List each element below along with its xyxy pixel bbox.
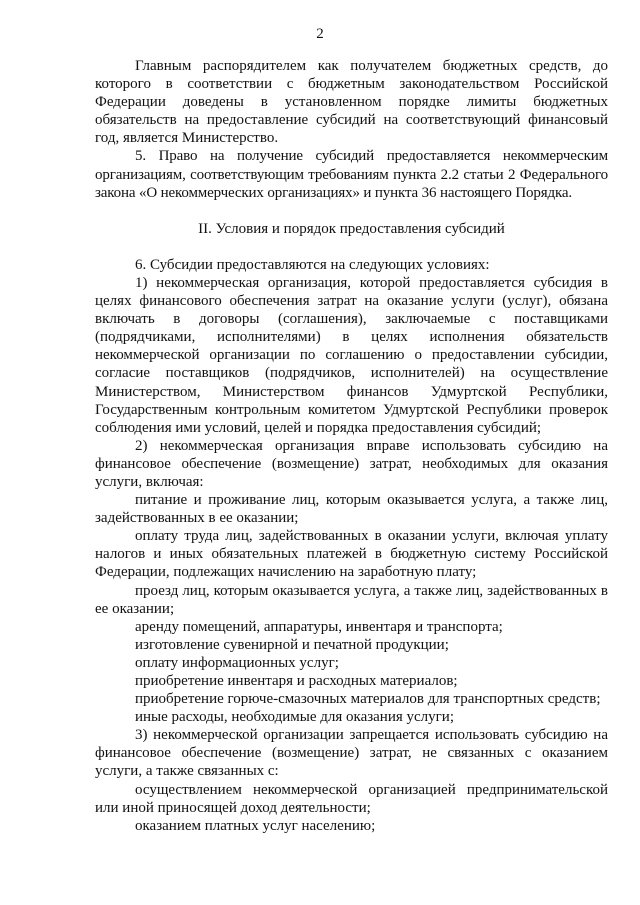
list-item-fuel: приобретение горюче-смазочных материалов для транспортных средств;	[135, 691, 601, 708]
paragraph-6-conditions: 6. Субсидии предоставляются на следующих условиях:	[135, 256, 490, 273]
list-item-inventory: приобретение инвентаря и расходных материалов;	[135, 673, 458, 689]
condition-1-contracts: 1) некоммерческая организация, которой предоставляется субсидия в целях финансового обеспечения затрат на оказание услуги (услуг), обязана включать в договоры (соглашения), заключаемые с поставщиками (подрядчиками, исполнителями) в целях исполнения обязательств некоммерческой организации по соглашению о предоставлении субсидии, согласие поставщиков (подрядчиков, исполнителей) на осуществление Министерством, Министерством финансов Удмуртской Республики, Государственным контрольным комитетом Удмуртской Республики проверок соблюдения ими условий, целей и порядка предоставления субсидий;	[95, 274, 608, 436]
list-item-information-services: оплату информационных услуг;	[135, 654, 339, 671]
paragraph-main-administrator: Главным распорядителем как получателем бюджетных средств, до которого в соответствии с бюджетным законодательством Российской Федерации доведены в установленном порядке лимиты бюджетных обязательств на предоставление субсидий на соответствующий финансовый год, является Министерство.	[95, 58, 608, 147]
paragraph-5-right-to-subsidy: 5. Право на получение субсидий предоставляется некоммерческим организациям, соответствующим требованиям пункта 2.2 статьи 2 Федерального закона «О некоммерческих организациях» и пункта 36 настоящего Порядка.	[95, 148, 608, 201]
section-heading: II. Условия и порядок предоставления субсидий	[198, 220, 505, 237]
page-number: 2	[316, 26, 324, 42]
list-item-paid-services: оказанием платных услуг населению;	[135, 817, 376, 834]
list-item-labor-payment: оплату труда лиц, задействованных в оказании услуги, включая уплату налогов и иных обязательных платежей в бюджетную систему Российской Федерации, подлежащих начислению на заработную плату;	[95, 528, 608, 581]
list-item-rent: аренду помещений, аппаратуры, инвентаря и транспорта;	[135, 618, 503, 635]
condition-3-prohibited-use: 3) некоммерческой организации запрещается использовать субсидию на финансовое обеспечение (возмещение) затрат, не связанных с оказанием услуги, а также связанных с:	[95, 727, 608, 780]
list-item-travel: проезд лиц, которым оказывается услуга, а также лиц, задействованных в ее оказании;	[95, 582, 608, 617]
list-item-souvenirs: изготовление сувенирной и печатной продукции;	[135, 636, 449, 653]
document-body	[95, 57, 608, 835]
list-item-business-activity: осуществлением некоммерческой организацией предпринимательской или иной приносящей доход деятельности;	[95, 781, 608, 816]
list-item-food-lodging: питание и проживание лиц, которым оказывается услуга, а также лиц, задействованных в ее оказании;	[95, 492, 608, 527]
condition-2-allowed-use: 2) некоммерческая организация вправе использовать субсидию на финансовое обеспечение (возмещение) затрат, необходимых для оказания услуги, включая:	[95, 437, 608, 490]
list-item-other-expenses: иные расходы, необходимые для оказания услуги;	[135, 709, 455, 726]
